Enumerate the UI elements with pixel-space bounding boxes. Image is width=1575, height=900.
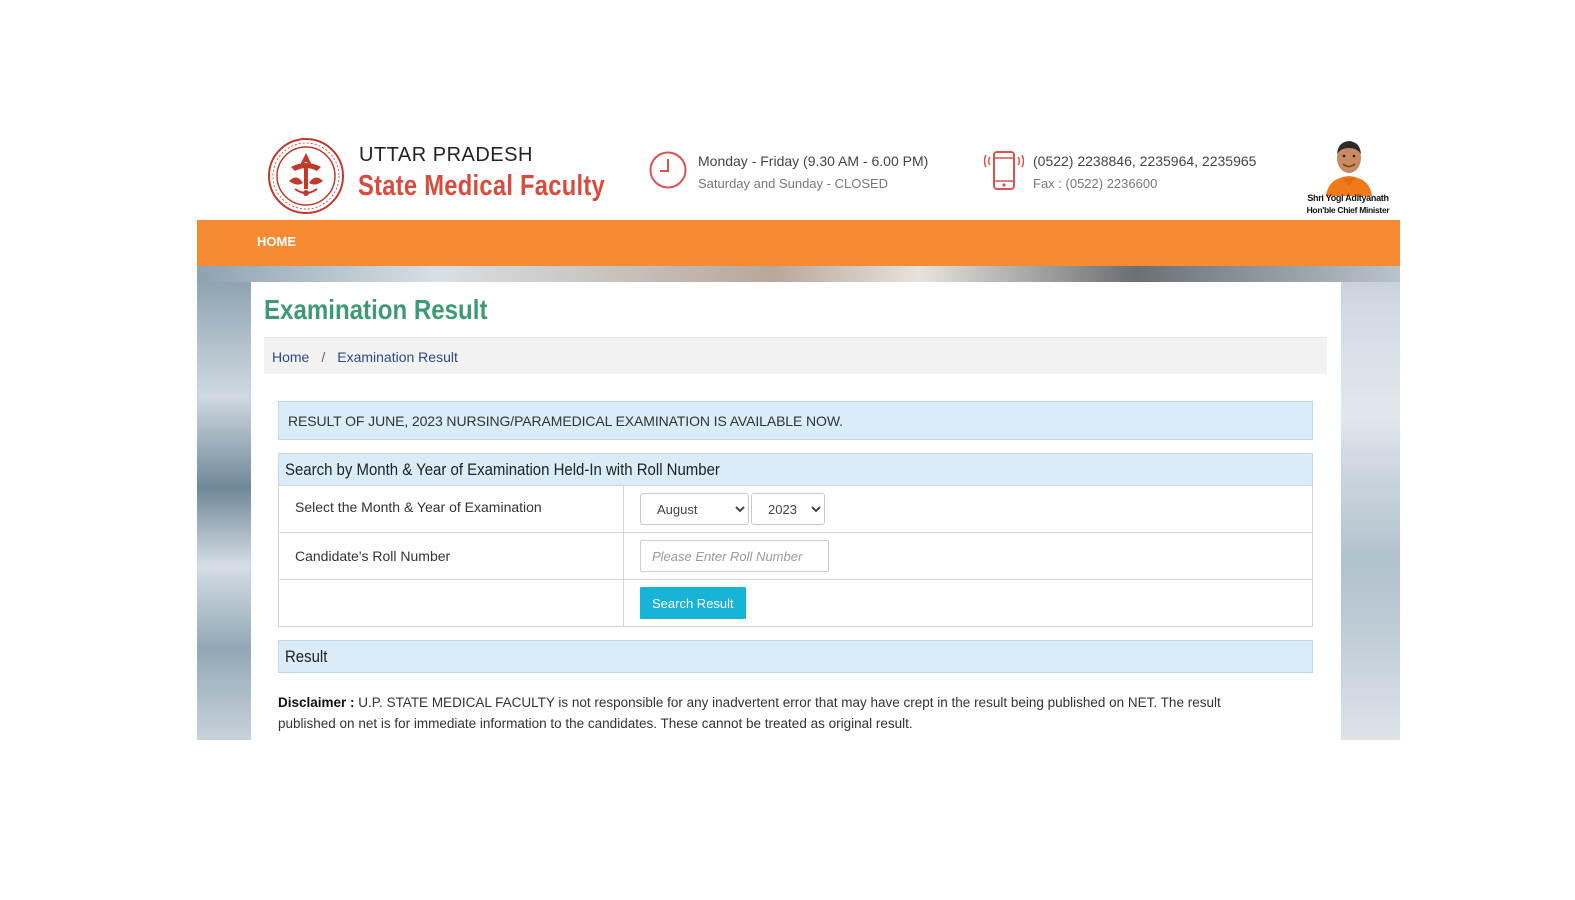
page-title: Examination Result <box>264 294 488 325</box>
result-heading <box>278 640 1313 673</box>
roll-number-field <box>624 533 1313 580</box>
site-frame <box>197 134 1400 740</box>
breadcrumb-separator: / <box>321 349 326 365</box>
roll-number-label: Candidate's Roll Number <box>279 533 624 580</box>
form-row-month-year <box>279 486 1313 533</box>
disclaimer-text: U.P. STATE MEDICAL FACULTY is not responsible for any inadvertent error that may have crept in the result being published on NET. The result published on net is for immediate information to the candidates. These cannot be treated as original result. <box>278 695 1221 731</box>
background-art-right <box>1341 282 1400 740</box>
cm-name: Shri Yogi Adityanath <box>1307 193 1389 203</box>
submit-cell <box>624 580 1313 627</box>
main-navbar <box>197 220 1400 266</box>
site-header <box>197 134 1400 220</box>
search-heading-text: Search by Month & Year of Examination Held-In with Roll Number <box>285 460 720 479</box>
year-select[interactable] <box>751 493 825 525</box>
office-hours-weekend: Saturday and Sunday - CLOSED <box>698 176 889 191</box>
breadcrumb-current[interactable]: Examination Result <box>337 349 458 365</box>
nav-item-home[interactable]: HOME <box>257 234 296 249</box>
search-result-button[interactable]: Search Result <box>640 587 746 619</box>
announcement-banner: RESULT OF JUNE, 2023 NURSING/PARAMEDICAL EXAMINATION IS AVAILABLE NOW. <box>278 401 1313 440</box>
month-year-label: Select the Month & Year of Examination <box>279 486 624 533</box>
office-hours-weekday: Monday - Friday (9.30 AM - 6.00 PM) <box>698 153 929 169</box>
empty-cell <box>279 580 624 627</box>
phone-icon <box>984 150 1024 192</box>
state-name: UTTAR PRADESH <box>359 144 533 166</box>
month-year-field <box>624 486 1313 533</box>
breadcrumb <box>264 338 1327 374</box>
disclaimer <box>278 692 1278 734</box>
background-art-left <box>197 282 251 740</box>
form-row-submit <box>279 580 1313 627</box>
form-row-roll-number <box>279 533 1313 580</box>
result-heading-text: Result <box>285 647 328 666</box>
cm-title: Hon'ble Chief Minister <box>1306 205 1390 215</box>
phone-numbers: (0522) 2238846, 2235964, 2235965 <box>1033 153 1257 169</box>
background-art-strip <box>197 266 1400 282</box>
breadcrumb-home[interactable]: Home <box>272 349 310 365</box>
org-name: State Medical Faculty <box>358 170 606 202</box>
logo-emblem[interactable] <box>267 137 345 215</box>
cm-photo <box>1324 134 1374 196</box>
clock-icon <box>648 150 688 190</box>
content-panel <box>251 282 1341 740</box>
roll-number-input[interactable] <box>640 540 829 572</box>
search-heading <box>278 453 1313 486</box>
disclaimer-label: Disclaimer : <box>278 695 355 710</box>
fax-number: Fax : (0522) 2236600 <box>1033 176 1158 191</box>
month-select[interactable] <box>640 493 749 525</box>
search-form <box>278 485 1313 627</box>
